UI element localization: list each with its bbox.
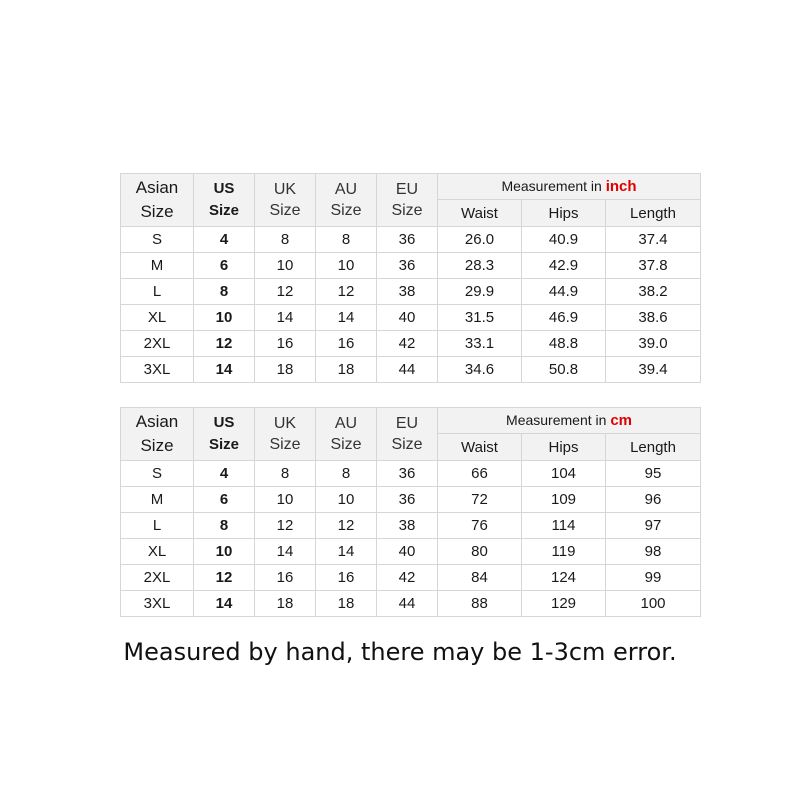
cell-us: 8 [194, 279, 255, 305]
cell-hips: 129 [522, 591, 606, 617]
header-measurement: Measurement in inch [438, 174, 701, 200]
cell-eu: 40 [377, 305, 438, 331]
cell-hips: 124 [522, 565, 606, 591]
cell-au: 18 [316, 591, 377, 617]
cell-hips: 104 [522, 461, 606, 487]
cell-us: 6 [194, 487, 255, 513]
cell-au: 8 [316, 461, 377, 487]
cell-us: 4 [194, 461, 255, 487]
header-length: Length [606, 200, 701, 227]
cell-us: 14 [194, 357, 255, 383]
table-row [121, 331, 701, 357]
cell-hips: 44.9 [522, 279, 606, 305]
cell-asian: M [121, 253, 194, 279]
cell-waist: 31.5 [438, 305, 522, 331]
cell-hips: 42.9 [522, 253, 606, 279]
cell-eu: 44 [377, 591, 438, 617]
table-body [121, 461, 701, 617]
cell-us: 10 [194, 539, 255, 565]
cell-asian: M [121, 487, 194, 513]
cell-asian: XL [121, 539, 194, 565]
cell-length: 98 [606, 539, 701, 565]
cell-waist: 34.6 [438, 357, 522, 383]
cell-uk: 16 [255, 331, 316, 357]
table-row [121, 513, 701, 539]
cell-au: 18 [316, 357, 377, 383]
header-au-size: AU Size [316, 408, 377, 461]
cell-asian: 3XL [121, 591, 194, 617]
cell-uk: 8 [255, 227, 316, 253]
cell-asian: L [121, 513, 194, 539]
table-row [121, 539, 701, 565]
cell-eu: 42 [377, 565, 438, 591]
cell-hips: 46.9 [522, 305, 606, 331]
cell-waist: 26.0 [438, 227, 522, 253]
cell-us: 10 [194, 305, 255, 331]
cell-asian: 2XL [121, 565, 194, 591]
cell-hips: 50.8 [522, 357, 606, 383]
table-row [121, 279, 701, 305]
cell-waist: 28.3 [438, 253, 522, 279]
header-measurement: Measurement in cm [438, 408, 701, 434]
header-eu-size: EU Size [377, 174, 438, 227]
cell-hips: 114 [522, 513, 606, 539]
cell-us: 8 [194, 513, 255, 539]
cell-au: 12 [316, 513, 377, 539]
cell-au: 16 [316, 565, 377, 591]
cell-au: 14 [316, 539, 377, 565]
cell-au: 10 [316, 487, 377, 513]
cell-waist: 72 [438, 487, 522, 513]
header-asian-size: Asian Size [121, 174, 194, 227]
cell-length: 96 [606, 487, 701, 513]
unit-label: inch [605, 178, 637, 195]
cell-au: 14 [316, 305, 377, 331]
table-body [121, 227, 701, 383]
cell-eu: 38 [377, 513, 438, 539]
cell-uk: 14 [255, 539, 316, 565]
header-length: Length [606, 434, 701, 461]
table-row [121, 487, 701, 513]
cell-asian: 2XL [121, 331, 194, 357]
header-eu-size: EU Size [377, 408, 438, 461]
cell-eu: 36 [377, 487, 438, 513]
cell-waist: 84 [438, 565, 522, 591]
cell-uk: 12 [255, 513, 316, 539]
cell-uk: 16 [255, 565, 316, 591]
cell-asian: S [121, 461, 194, 487]
cell-waist: 80 [438, 539, 522, 565]
cell-uk: 10 [255, 487, 316, 513]
cell-eu: 44 [377, 357, 438, 383]
cell-waist: 76 [438, 513, 522, 539]
cell-eu: 42 [377, 331, 438, 357]
cell-us: 12 [194, 565, 255, 591]
cell-length: 100 [606, 591, 701, 617]
table-row [121, 253, 701, 279]
header-uk-size: UK Size [255, 174, 316, 227]
cell-waist: 66 [438, 461, 522, 487]
cell-eu: 36 [377, 227, 438, 253]
cell-au: 8 [316, 227, 377, 253]
cell-asian: S [121, 227, 194, 253]
cell-length: 99 [606, 565, 701, 591]
cell-length: 39.4 [606, 357, 701, 383]
cell-asian: 3XL [121, 357, 194, 383]
size-chart-inch [120, 173, 701, 383]
cell-length: 37.4 [606, 227, 701, 253]
table-row [121, 305, 701, 331]
size-chart-cm [120, 407, 701, 617]
cell-hips: 40.9 [522, 227, 606, 253]
cell-au: 10 [316, 253, 377, 279]
cell-uk: 18 [255, 591, 316, 617]
cell-hips: 119 [522, 539, 606, 565]
header-hips: Hips [522, 434, 606, 461]
cell-au: 16 [316, 331, 377, 357]
header-waist: Waist [438, 434, 522, 461]
cell-length: 95 [606, 461, 701, 487]
cell-us: 4 [194, 227, 255, 253]
header-uk-size: UK Size [255, 408, 316, 461]
cell-length: 38.6 [606, 305, 701, 331]
header-us-size: US Size [194, 408, 255, 461]
cell-waist: 33.1 [438, 331, 522, 357]
header-asian-size: Asian Size [121, 408, 194, 461]
cell-length: 39.0 [606, 331, 701, 357]
table-row [121, 565, 701, 591]
cell-asian: XL [121, 305, 194, 331]
table-row [121, 461, 701, 487]
cell-waist: 88 [438, 591, 522, 617]
header-au-size: AU Size [316, 174, 377, 227]
cell-uk: 18 [255, 357, 316, 383]
header-us-size: US Size [194, 174, 255, 227]
cell-eu: 36 [377, 461, 438, 487]
cell-length: 97 [606, 513, 701, 539]
cell-waist: 29.9 [438, 279, 522, 305]
cell-hips: 48.8 [522, 331, 606, 357]
cell-length: 38.2 [606, 279, 701, 305]
table-row [121, 591, 701, 617]
cell-asian: L [121, 279, 194, 305]
unit-label: cm [610, 412, 632, 429]
measurement-note: Measured by hand, there may be 1-3cm error. [123, 638, 677, 666]
cell-uk: 10 [255, 253, 316, 279]
cell-uk: 12 [255, 279, 316, 305]
cell-uk: 14 [255, 305, 316, 331]
cell-au: 12 [316, 279, 377, 305]
cell-us: 14 [194, 591, 255, 617]
header-waist: Waist [438, 200, 522, 227]
cell-hips: 109 [522, 487, 606, 513]
cell-length: 37.8 [606, 253, 701, 279]
table-row [121, 357, 701, 383]
cell-us: 12 [194, 331, 255, 357]
table-row [121, 227, 701, 253]
cell-eu: 36 [377, 253, 438, 279]
cell-eu: 40 [377, 539, 438, 565]
header-hips: Hips [522, 200, 606, 227]
cell-uk: 8 [255, 461, 316, 487]
cell-us: 6 [194, 253, 255, 279]
cell-eu: 38 [377, 279, 438, 305]
